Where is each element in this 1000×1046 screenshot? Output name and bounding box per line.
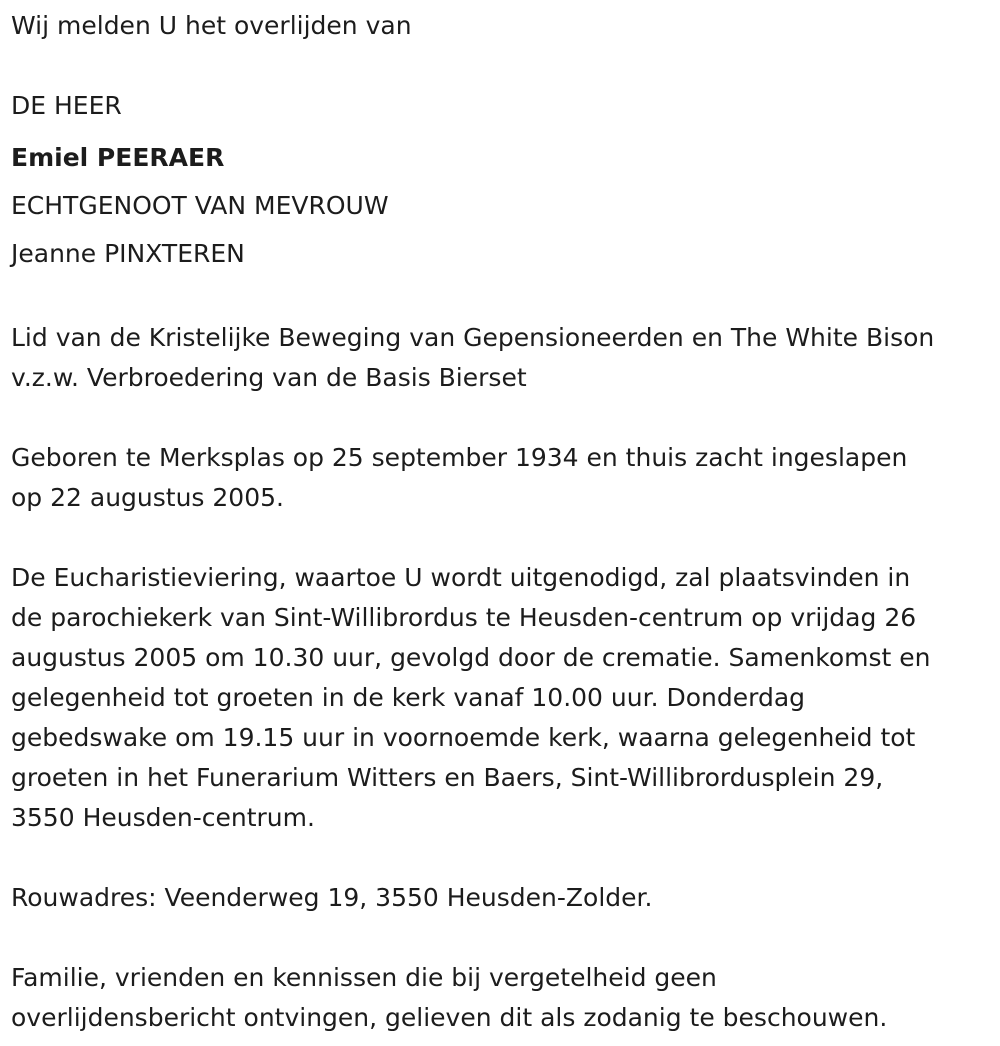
spouse-label: ECHTGENOOT VAN MEVROUW <box>11 191 389 220</box>
spouse-name: Jeanne PINXTEREN <box>11 239 245 268</box>
membership-line: Lid van de Kristelijke Beweging van Gepensioneerden en The White Bison <box>11 323 935 352</box>
birth-death-line: op 22 augustus 2005. <box>11 483 284 512</box>
ceremony-paragraph <box>11 558 996 838</box>
intro-text: Wij melden U het overlijden van <box>11 11 412 40</box>
ceremony-line: de parochiekerk van Sint-Willibrordus te Heusden-centrum op vrijdag 26 <box>11 603 917 632</box>
ceremony-line: gebedswake om 19.15 uur in voornoemde kerk, waarna gelegenheid tot <box>11 723 916 752</box>
ceremony-line: 3550 Heusden-centrum. <box>11 803 315 832</box>
obituary-notice <box>11 0 996 1038</box>
ceremony-line: De Eucharistieviering, waartoe U wordt uitgenodigd, zal plaatsvinden in <box>11 563 911 592</box>
ceremony-line: augustus 2005 om 10.30 uur, gevolgd door de crematie. Samenkomst en <box>11 643 931 672</box>
ceremony-line: groeten in het Funerarium Witters en Baers, Sint-Willibrordusplein 29, <box>11 763 884 792</box>
membership-paragraph <box>11 318 996 398</box>
deceased-name: Emiel PEERAER <box>11 143 225 172</box>
address-paragraph <box>11 878 996 918</box>
closing-paragraph <box>11 958 996 1038</box>
closing-line: overlijdensbericht ontvingen, gelieven dit als zodanig te beschouwen. <box>11 1003 888 1032</box>
title-text: DE HEER <box>11 91 122 120</box>
membership-line: v.z.w. Verbroedering van de Basis Bierset <box>11 363 527 392</box>
birth-death-line: Geboren te Merksplas op 25 september 1934 en thuis zacht ingeslapen <box>11 443 908 472</box>
ceremony-line: gelegenheid tot groeten in de kerk vanaf 10.00 uur. Donderdag <box>11 683 806 712</box>
closing-line: Familie, vrienden en kennissen die bij vergetelheid geen <box>11 963 717 992</box>
birth-death-paragraph <box>11 438 996 518</box>
address-line: Rouwadres: Veenderweg 19, 3550 Heusden-Zolder. <box>11 883 653 912</box>
